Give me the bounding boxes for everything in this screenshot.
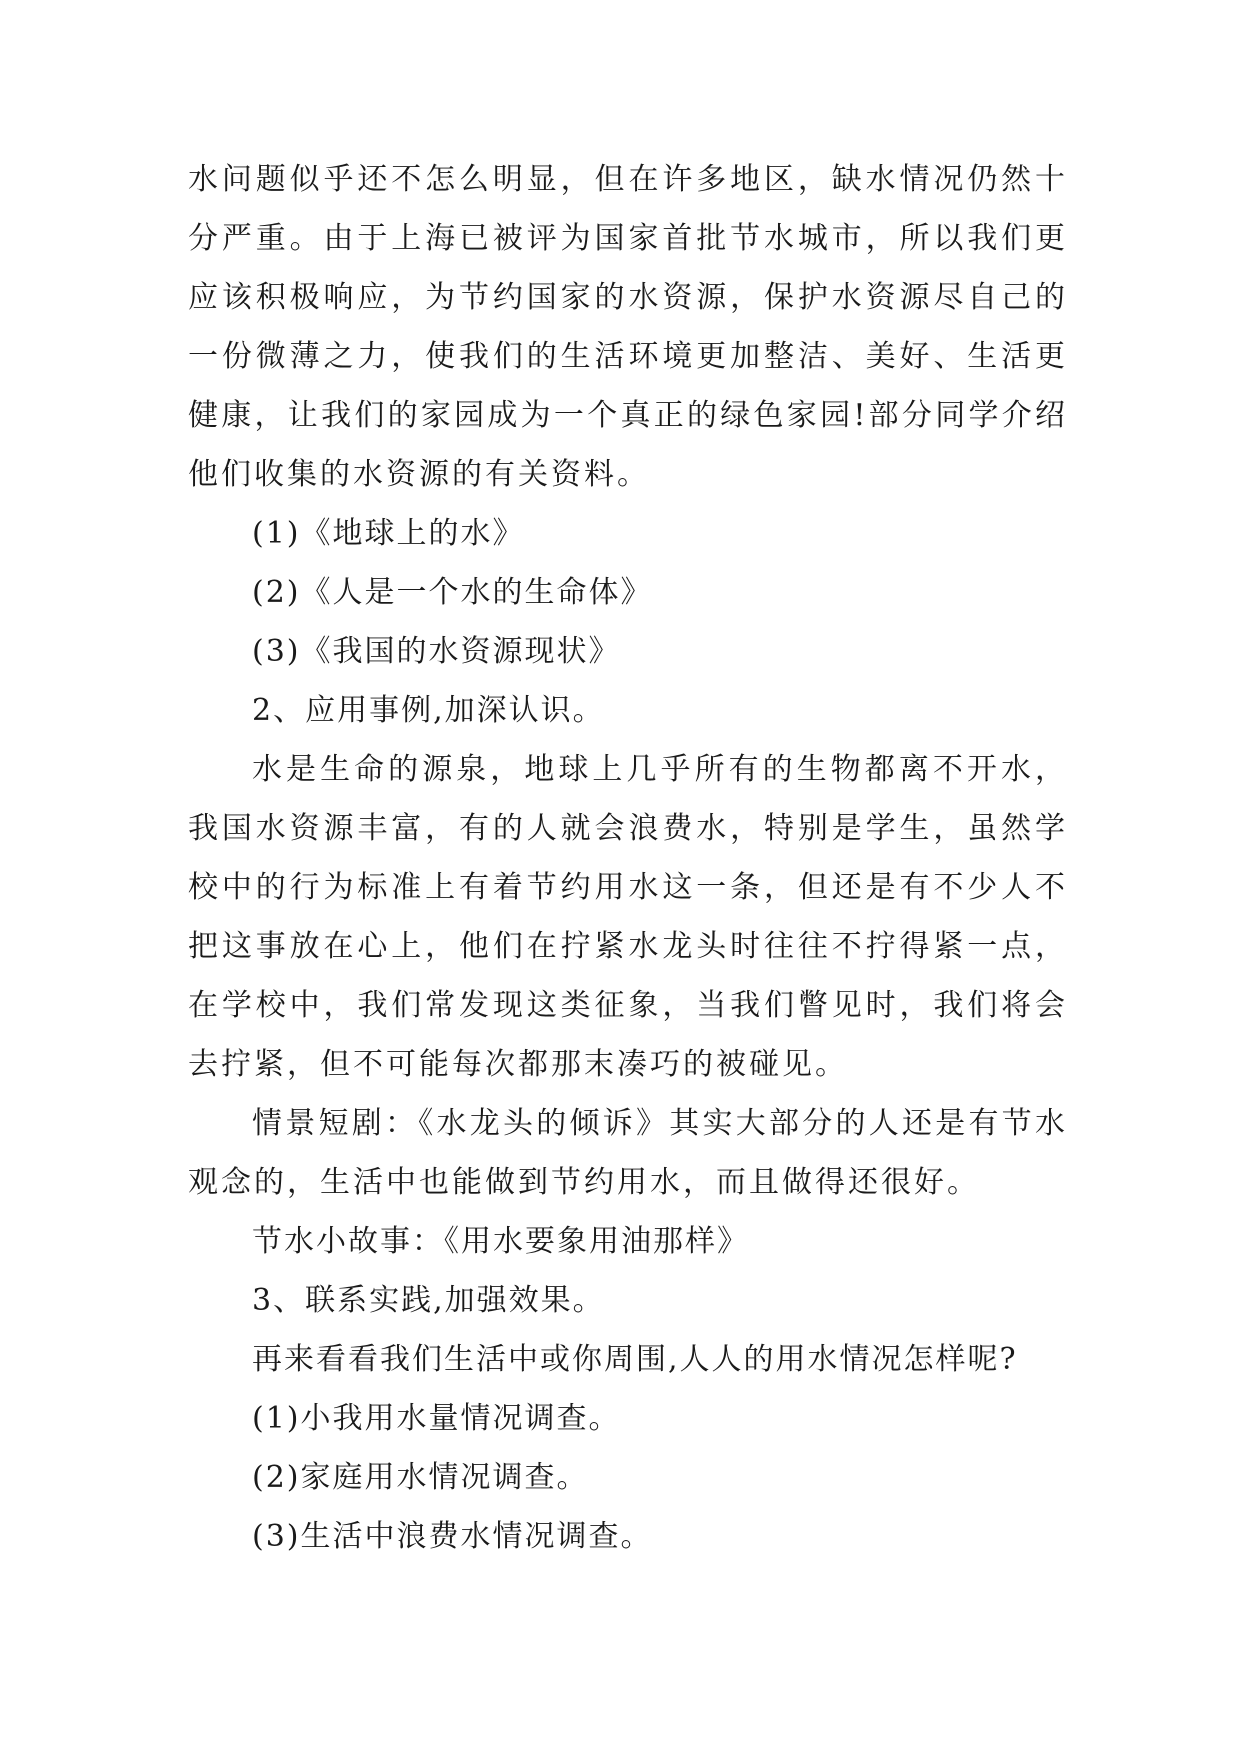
question-line: 再来看看我们生活中或你周围,人人的用水情况怎样呢? — [252, 1342, 1018, 1377]
body-paragraph-3: 情景短剧：《水龙头的倾诉》其实大部分的人还是有节水观念的，生活中也能做到节约用水，而且做得还很好。 — [188, 1106, 1068, 1200]
survey-item-3: (3)生活中浪费水情况调查。 — [252, 1519, 653, 1554]
section-heading-2: 2、应用事例,加深认识。 — [252, 693, 605, 728]
resource-item-2: (2)《人是一个水的生命体》 — [252, 575, 653, 610]
body-paragraph-1: 水问题似乎还不怎么明显，但在许多地区，缺水情况仍然十分严重。由于上海已被评为国家首批节水城市，所以我们更应该积极响应，为节约国家的水资源，保护水资源尽自己的一份微薄之力，使我们的生活环境更加整洁、美好、生活更健康，让我们的家园成为一个真正的绿色家园!部分同学介绍他们收集的水资源的有关资料。 — [188, 162, 1068, 492]
body-paragraph-2: 水是生命的源泉，地球上几乎所有的生物都离不开水，我国水资源丰富，有的人就会浪费水，特别是学生，虽然学校中的行为标准上有着节约用水这一条，但还是有不少人不把这事放在心上，他们在拧紧水龙头时往往不拧得紧一点，在学校中，我们常发现这类征象，当我们瞥见时，我们将会去拧紧，但不可能每次都那末凑巧的被碰见。 — [188, 752, 1068, 1082]
survey-item-1: (1)小我用水量情况调查。 — [252, 1401, 621, 1436]
survey-item-2: (2)家庭用水情况调查。 — [252, 1460, 589, 1495]
resource-item-3: (3)《我国的水资源现状》 — [252, 634, 621, 669]
resource-item-1: (1)《地球上的水》 — [252, 516, 525, 551]
section-heading-3: 3、联系实践,加强效果。 — [252, 1283, 605, 1318]
document-page — [188, 150, 1068, 1566]
story-line: 节水小故事：《用水要象用油那样》 — [252, 1224, 749, 1259]
